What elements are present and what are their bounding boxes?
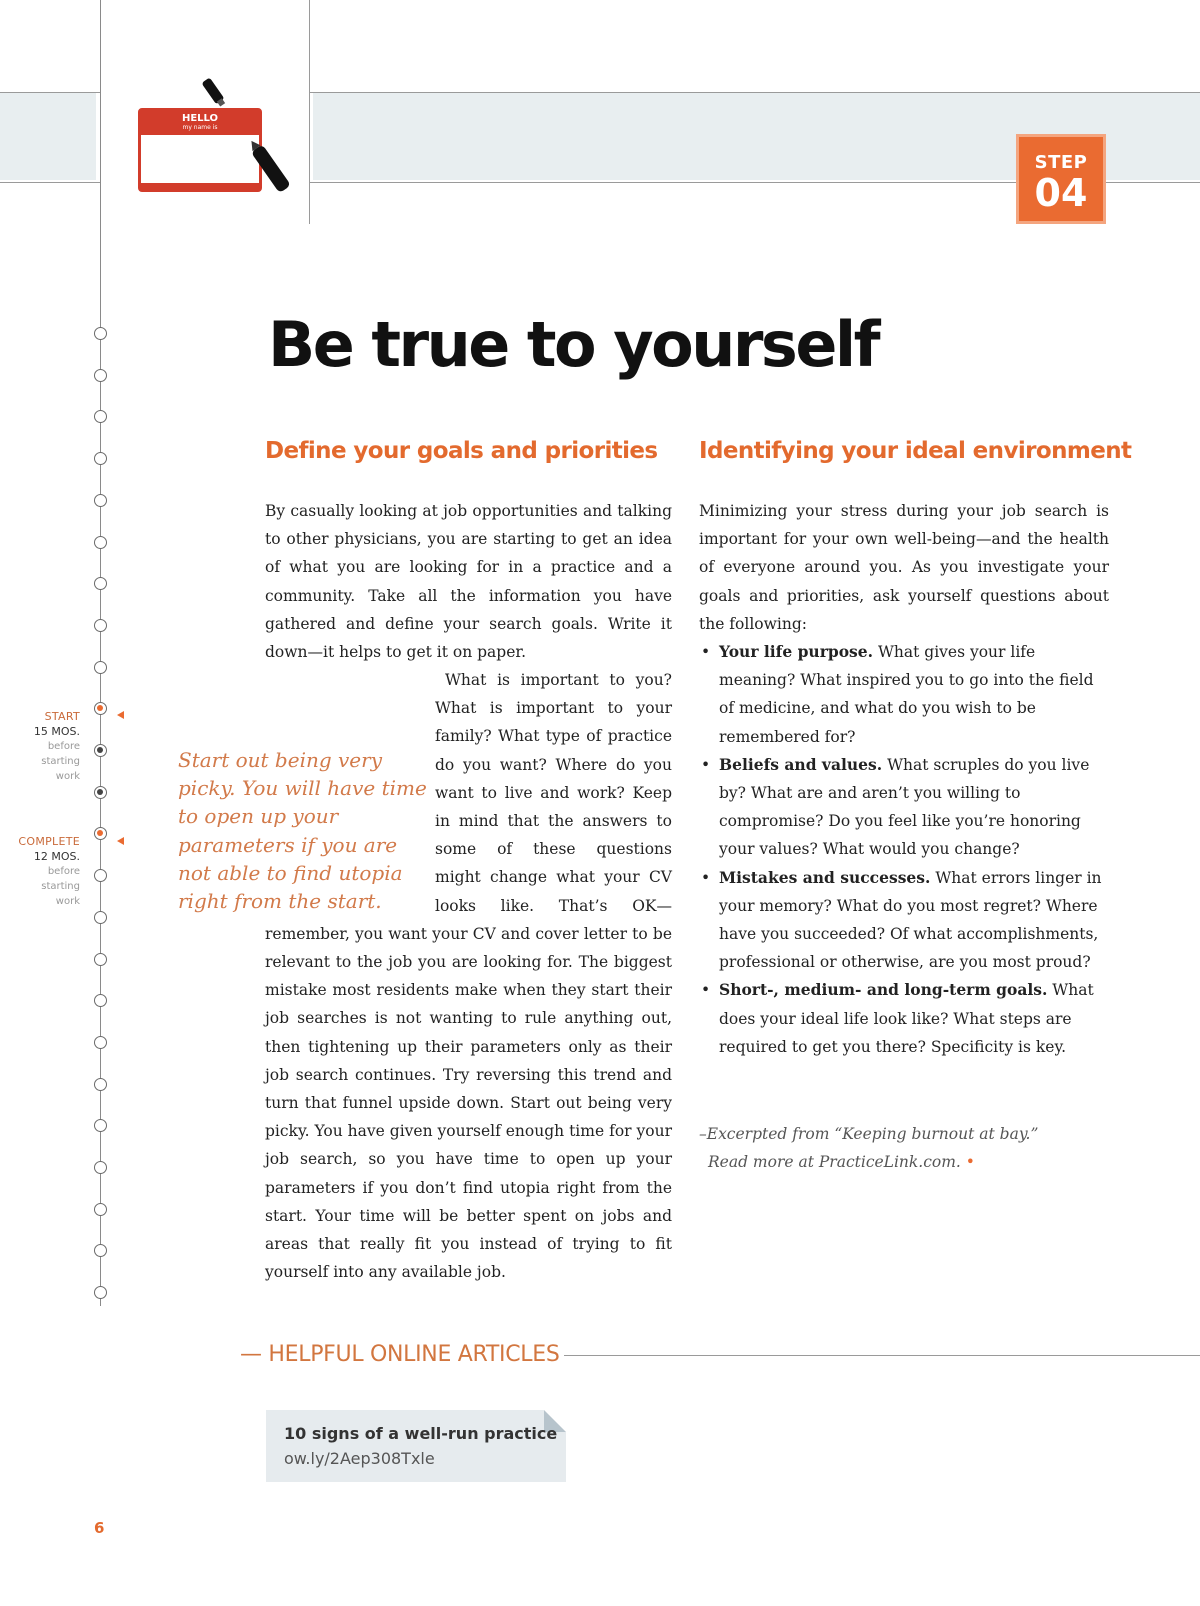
page-title: Be true to yourself bbox=[268, 308, 879, 381]
bullet-bold: Beliefs and values. bbox=[719, 754, 883, 774]
bullet-bold: Short-, medium- and long-term goals. bbox=[719, 980, 1048, 1000]
bullet-bold: Mistakes and successes. bbox=[719, 867, 931, 887]
timeline-dot bbox=[94, 327, 107, 340]
timeline-dot bbox=[94, 619, 107, 632]
pull-quote: Start out being very picky. You will have time to open up your parameters if you are not able to find utopia right from the start. bbox=[178, 748, 427, 914]
timeline-dot bbox=[94, 1036, 107, 1049]
bullet-item bbox=[699, 638, 1109, 751]
timeline-dot bbox=[94, 452, 107, 465]
end-mark-icon: • bbox=[965, 1153, 975, 1172]
step-label: STEP bbox=[1034, 152, 1088, 173]
right-intro: Minimizing your stress during your job search is important for your own well-being—and the health of everyone around you. As you investigate your goals and priorities, ask yourself questions about the following: bbox=[699, 502, 1109, 633]
timeline-dot bbox=[94, 994, 107, 1007]
timeline-dot bbox=[94, 744, 107, 757]
timeline-dot bbox=[94, 1161, 107, 1174]
start-line2: starting bbox=[41, 756, 80, 767]
timeline-dot bbox=[94, 661, 107, 674]
header-band-left bbox=[0, 92, 96, 180]
header-rule-bottom-left bbox=[0, 182, 100, 183]
page-number: 6 bbox=[94, 1519, 105, 1537]
timeline-dot bbox=[94, 1078, 107, 1091]
complete-months: 12 MOS. bbox=[33, 850, 80, 863]
bullet-text: What does your ideal life look like? What steps are required to get you there? Specificity is key. bbox=[719, 981, 1094, 1056]
header-divider bbox=[309, 0, 310, 224]
timeline-dot bbox=[94, 827, 107, 840]
step-badge bbox=[1016, 134, 1106, 224]
timeline-dot bbox=[94, 536, 107, 549]
bullet-item bbox=[699, 751, 1109, 864]
name-tag-hello: HELLO bbox=[181, 113, 219, 124]
left-paragraph-2: What is important to you? What is important to your family? What type of practice do you want? Where do you want to live and work? Keep in mind that the answers to some of these questions might change what your CV looks like. That’s OK—remember, you want your CV and cover letter to be relevant to the job you are looking for. The biggest mistake most residents make when they start their job searches is not wanting to rule anything out, then tightening up their parameters only as their job search continues. Try reversing this trend and turn that funnel upside down. Start out being very picky. You have given yourself enough time for your job search, so you have time to open up your parameters if you don’t find utopia right from the start. Your time will be better spent on jobs and areas that really fit you instead of trying to fit yourself into any available job. bbox=[265, 671, 672, 1282]
header-rule-top-right bbox=[310, 92, 1200, 93]
right-bullets bbox=[699, 638, 1109, 1061]
timeline-dot bbox=[94, 1203, 107, 1216]
left-paragraph-1: By casually looking at job opportunities and talking to other physicians, you are starting to get an idea of what you are looking for in a practice and a community. Take all the information you have gathered and define your search goals. Write it down—it helps to get it on paper. bbox=[265, 502, 672, 662]
timeline-dot bbox=[94, 786, 107, 799]
complete-line1: before bbox=[47, 866, 80, 877]
complete-line2: starting bbox=[41, 881, 80, 892]
marker-pen-icon bbox=[196, 70, 296, 200]
bullet-text: What scruples do you live by? What are and aren’t you willing to compromise? Do you feel like you’re honoring your values? What would you change? bbox=[719, 755, 1090, 859]
complete-line3: work bbox=[55, 896, 80, 907]
timeline-dot bbox=[94, 577, 107, 590]
start-line3: work bbox=[55, 771, 80, 782]
timeline-complete-label bbox=[18, 834, 80, 909]
timeline-line bbox=[100, 0, 101, 1306]
right-column bbox=[699, 497, 1109, 1061]
articles-heading: — HELPFUL ONLINE ARTICLES bbox=[240, 1342, 560, 1367]
start-months: 15 MOS. bbox=[33, 725, 80, 738]
timeline-dot bbox=[94, 410, 107, 423]
excerpt-credit bbox=[699, 1120, 1099, 1176]
timeline-start-label bbox=[34, 709, 80, 784]
bullet-text: What errors linger in your memory? What do you most regret? Where have you succeeded? Of what accomplishments, professional or otherwise, are you most proud? bbox=[719, 868, 1102, 972]
step-number: 04 bbox=[1034, 171, 1088, 215]
bullet-item bbox=[699, 864, 1109, 977]
start-line1: before bbox=[47, 741, 80, 752]
header-rule-top-left bbox=[0, 92, 100, 93]
timeline-dot bbox=[94, 1244, 107, 1257]
start-label: START bbox=[44, 710, 80, 723]
article-card[interactable] bbox=[266, 1410, 566, 1482]
excerpt-line-1: –Excerpted from “Keeping burnout at bay.” bbox=[699, 1125, 1039, 1143]
timeline-dot bbox=[94, 869, 107, 882]
excerpt-line-2: Read more at PracticeLink.com. bbox=[708, 1153, 961, 1172]
timeline-dot bbox=[94, 702, 107, 715]
name-tag-subtitle: my name is bbox=[182, 124, 218, 131]
complete-marker-icon bbox=[117, 837, 124, 845]
start-marker-icon bbox=[117, 711, 124, 719]
article-link[interactable]: ow.ly/2Aep308Txle bbox=[284, 1449, 435, 1468]
bullet-text: What gives your life meaning? What inspired you to go into the field of medicine, and what do you wish to be remembered for? bbox=[719, 643, 1094, 746]
article-title[interactable]: 10 signs of a well-run practice bbox=[284, 1424, 558, 1443]
bullet-item bbox=[699, 976, 1109, 1061]
timeline-dot bbox=[94, 1286, 107, 1299]
right-heading: Identifying your ideal environment bbox=[699, 438, 1132, 464]
left-heading: Define your goals and priorities bbox=[265, 438, 658, 464]
timeline-dot bbox=[94, 494, 107, 507]
complete-label: COMPLETE bbox=[18, 835, 80, 848]
timeline-dot bbox=[94, 369, 107, 382]
timeline-dot bbox=[94, 1119, 107, 1132]
timeline-dot bbox=[94, 953, 107, 966]
timeline-dot bbox=[94, 911, 107, 924]
articles-rule bbox=[564, 1355, 1200, 1356]
bullet-bold: Your life purpose. bbox=[719, 642, 874, 662]
